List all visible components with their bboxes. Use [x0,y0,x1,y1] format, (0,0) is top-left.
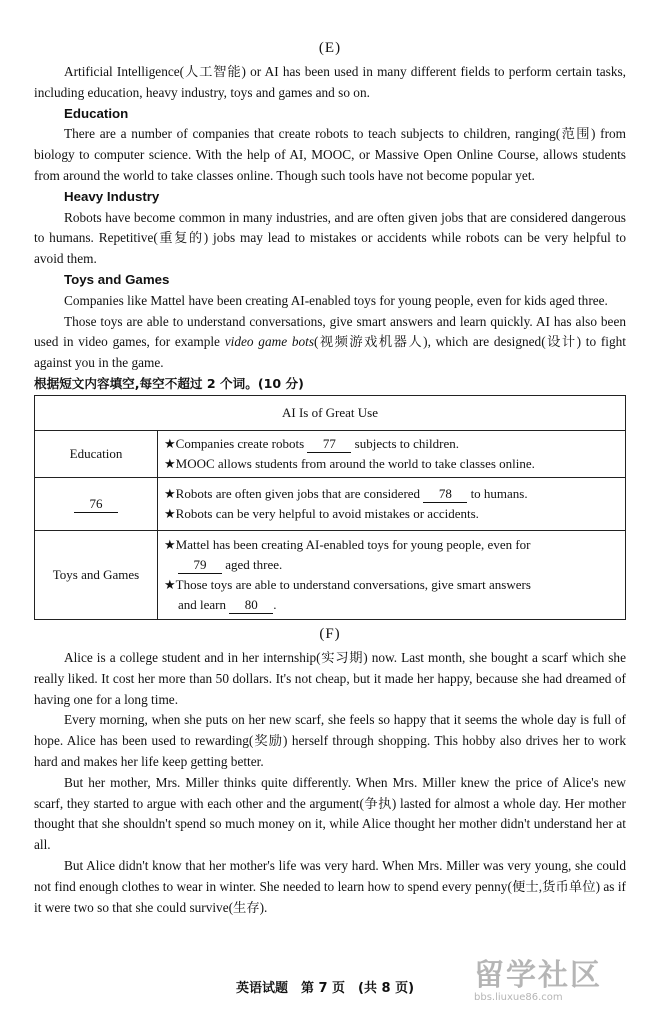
row2-line2: ★Robots can be very helpful to avoid mistakes or accidents. [164,505,479,521]
row1-text-a: ★Companies create robots [164,435,308,451]
summary-table [34,395,626,620]
row-label-76 [35,477,158,530]
row3-line2a: ★Those toys are able to understand conversations, give smart answers [164,576,531,592]
row-content-education [158,430,626,477]
watermark-logo: 留学社区 [474,958,602,993]
row3-line1a: ★Mattel has been creating AI-enabled toys for young people, even for [164,536,531,552]
industry-heading: Heavy Industry [64,188,160,204]
table-row [35,430,626,477]
f-paragraph-2: Every morning, when she puts on her new scarf, she feels so happy that it seems the whole day is full of hope. Alice has been used to rewarding(奖励) herself through shopping. This hobby also drives her to work hard and makes her life keep getting better. [34,712,626,769]
education-heading: Education [64,105,129,121]
blank-78[interactable]: 78 [423,486,467,503]
toys-heading: Toys and Games [64,271,170,287]
video-game-bots-term: video game bots [224,334,315,350]
education-paragraph: There are a number of companies that create robots to teach subjects to children, ranging(范围) from biology to computer science. With the help of AI, MOOC, or Massive Open Online Course, allows students from around the world to take classes online. Though such tools have not become popular yet. [34,126,626,183]
row3-text-d: . [273,596,277,612]
table-header: AI Is of Great Use [35,395,626,430]
section-e-title: (E) [318,40,342,56]
toys-paragraph-2-b: (视频游戏机器人), which are designed(设计) to fight against you in the game. [34,334,626,371]
toys-paragraph-2-a: Those toys are able to understand conversations, give smart answers and learn quickly. AI has also been used in video games, for example [34,313,626,350]
toys-paragraph-1: Companies like Mattel have been creating AI-enabled toys for young people, even for kids aged three. [64,292,608,308]
section-f-title: (F) [319,625,341,642]
exam-page [34,38,626,918]
row1-line2: ★MOOC allows students from around the world to take classes online. [164,455,535,471]
row-label-education: Education [35,430,158,477]
toys-paragraph-2 [34,312,626,374]
industry-paragraph: Robots have become common in many industries, and are often given jobs that are considered dangerous to humans. Repetitive(重复的) jobs may lead to mistakes or accidents while robots can be very helpful to avoid them. [34,209,626,267]
task-instruction: 根据短文内容填空,每空不超过 2 个词。(10 分) [34,375,304,391]
table-row [35,530,626,619]
row2-text-a: ★Robots are often given jobs that are considered [164,485,424,501]
f-paragraph-3: But her mother, Mrs. Miller thinks quite differently. When Mrs. Miller knew the price of Alice's new scarf, they started to argue with each other and the argument(争执) lasted for almost a whole day. Her mother thought that she shouldn't spend so much money on it, while Alice thought her mother didn't understand her at all. [34,774,626,853]
page-footer: 英语试题 第 7 页 (共 8 页) [235,981,415,996]
site-watermark [474,950,644,1005]
blank-76[interactable]: 76 [74,496,118,513]
table-row [35,477,626,530]
f-paragraph-1: Alice is a college student and in her internship(实习期) now. Last month, she bought a scarf which she really liked. It cost her more than 50 dollars. It's not cheap, but it made her happy, because she had dreamed of having one for a long time. [34,649,626,707]
blank-77[interactable]: 77 [307,436,351,453]
f-paragraph-4: But Alice didn't know that her mother's life was very hard. When Mrs. Miller was very young, she could not find enough clothes to wear in winter. She needed to learn how to spend every penny(便士,货币单位) as if it were two so that she could survive(生存). [34,857,626,915]
row2-text-b: to humans. [467,485,528,501]
row1-text-b: subjects to children. [351,435,460,451]
intro-paragraph: Artificial Intelligence(人工智能) or AI has been used in many different fields to perform certain tasks, including education, heavy industry, toys and games and so on. [34,64,626,100]
blank-80[interactable]: 80 [229,597,273,614]
row-content-toys [158,530,626,619]
row-content-industry [158,477,626,530]
row3-text-b: aged three. [222,556,283,572]
watermark-url: bbs.liuxue86.com [474,992,563,1003]
row-label-toys: Toys and Games [35,530,158,619]
row3-text-c: and learn [178,596,230,612]
blank-79[interactable]: 79 [178,557,222,574]
